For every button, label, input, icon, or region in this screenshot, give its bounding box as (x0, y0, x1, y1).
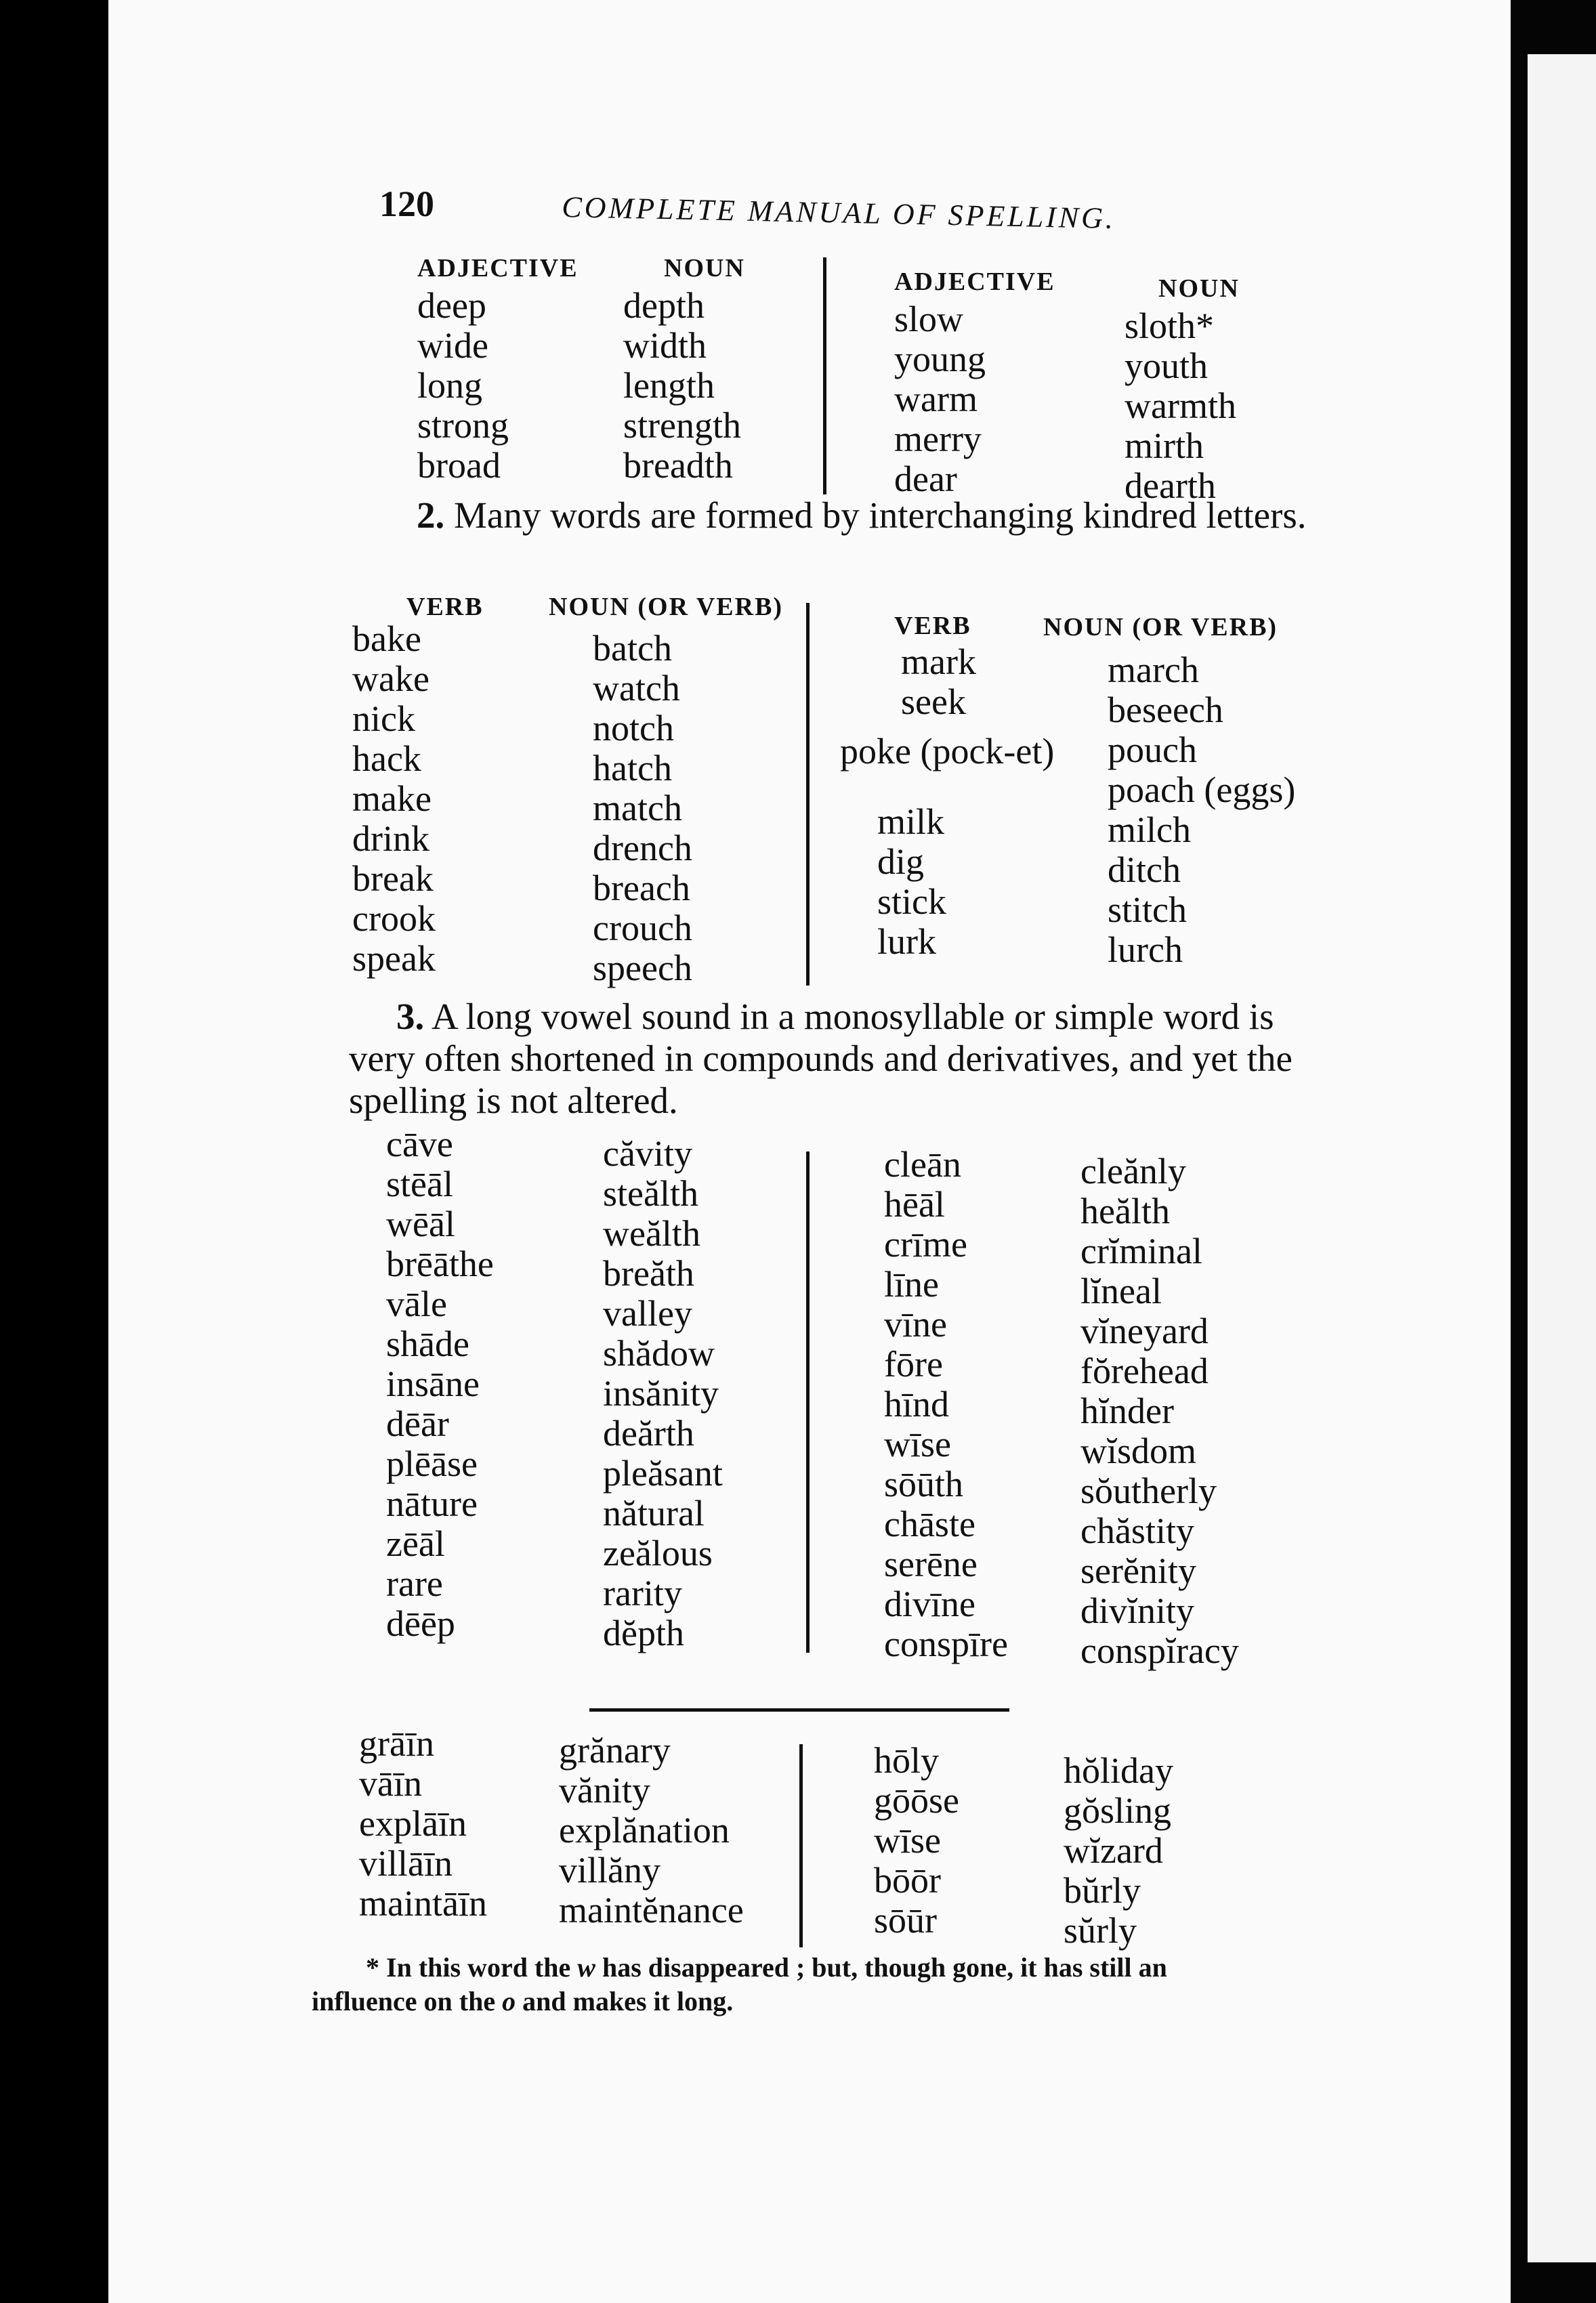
table-vowel-shortening (379, 1124, 1328, 1680)
footnote-text: * In this word the (366, 1952, 578, 1983)
noun-column (1043, 610, 1278, 645)
word: explănation (559, 1810, 730, 1851)
word: dear (894, 459, 957, 499)
noun-column (549, 589, 783, 625)
footnote-text: and makes it long. (516, 1986, 734, 2016)
word: rarity (603, 1573, 682, 1613)
word: warm (894, 379, 978, 419)
word: līne (884, 1264, 939, 1305)
word: lurk (877, 921, 936, 962)
word: sōūr (874, 1900, 937, 1941)
word: grāīn (359, 1723, 434, 1764)
word: divĭnity (1080, 1590, 1195, 1631)
word: merry (894, 419, 982, 459)
word: rare (386, 1563, 443, 1604)
word: villāīn (359, 1843, 453, 1884)
word: chāste (884, 1504, 975, 1544)
word: vănity (559, 1770, 650, 1811)
word: conspĭracy (1080, 1630, 1239, 1671)
word: youth (1125, 345, 1209, 386)
word: gōōse (874, 1780, 959, 1821)
column-header: NOUN (1158, 274, 1240, 303)
word: break (352, 858, 434, 899)
word: brēāthe (386, 1244, 494, 1284)
long-vowel-column (359, 1724, 487, 1924)
column-divider (799, 1744, 803, 1947)
word: nătural (603, 1493, 705, 1534)
column-divider (823, 257, 826, 494)
word: wĭsdom (1080, 1431, 1197, 1471)
word: long (417, 365, 483, 406)
word: mark (901, 641, 976, 682)
word: weălth (603, 1213, 700, 1254)
verb-column (352, 619, 436, 979)
footnote-text: has disappeared ; but, though gone, it has still an influence on the (312, 1952, 1167, 2016)
word: march (1108, 650, 1199, 690)
word: ditch (1108, 849, 1181, 890)
adjective-column (894, 264, 1055, 499)
word: lurch (1108, 929, 1183, 970)
word: lĭneal (1080, 1271, 1162, 1311)
word: wĭzard (1064, 1830, 1163, 1871)
word: zēāl (386, 1523, 445, 1564)
word: villăny (559, 1850, 660, 1890)
word: wēāl (386, 1204, 455, 1244)
word: pouch (1108, 730, 1197, 770)
word: milk (877, 801, 945, 842)
page-number: 120 (379, 184, 434, 224)
word: stick (877, 881, 946, 922)
word: shāde (386, 1324, 469, 1364)
word: bŭrly (1064, 1870, 1141, 1911)
word: hatch (593, 748, 672, 788)
word: zeălous (603, 1533, 713, 1573)
word: sloth* (1125, 305, 1215, 346)
word: hīnd (884, 1384, 950, 1424)
page-header (379, 183, 1152, 244)
word: deărth (603, 1413, 694, 1454)
column-divider (806, 603, 810, 986)
word: divīne (884, 1584, 975, 1624)
word: strong (417, 405, 509, 446)
word: hĭnder (1080, 1391, 1174, 1431)
word: dearth (1125, 465, 1216, 506)
word: serĕnity (1080, 1550, 1196, 1591)
word: hēāl (884, 1184, 945, 1225)
word: watch (593, 668, 680, 709)
footnote-letter: o (502, 1986, 516, 2016)
column-header: ADJECTIVE (417, 254, 579, 282)
table-verb-noun (352, 589, 1314, 996)
word: match (593, 788, 682, 828)
word: hŏliday (1064, 1750, 1173, 1791)
word: wide (417, 325, 488, 366)
column-header: NOUN (664, 254, 745, 282)
word: beseech (1108, 690, 1223, 730)
word: stitch (1108, 889, 1187, 930)
word: length (623, 365, 715, 406)
word: insănity (603, 1373, 719, 1414)
word: valley (603, 1293, 692, 1334)
running-title: COMPLETE MANUAL OF SPELLING. (561, 190, 1116, 236)
long-vowel-column (874, 1741, 959, 1941)
word: seek (901, 681, 966, 722)
word: young (894, 339, 986, 379)
paragraph-number: 2. (417, 494, 445, 536)
word: maintāīn (359, 1883, 487, 1924)
word: stēāl (386, 1164, 453, 1204)
column-header: NOUN (OR VERB) (1043, 613, 1278, 641)
word: drink (352, 818, 429, 859)
word: gŏsling (1064, 1790, 1172, 1831)
word: breadth (623, 445, 733, 486)
word: wīse (884, 1424, 951, 1464)
section-rule (589, 1708, 1009, 1712)
column-header: VERB (406, 593, 484, 621)
word: speech (593, 948, 692, 988)
footnote (312, 1951, 1260, 2019)
word: wīse (874, 1820, 941, 1861)
word: fŏrehead (1080, 1351, 1209, 1391)
word: hōly (874, 1740, 940, 1781)
word: dēār (386, 1403, 449, 1444)
word: breach (593, 868, 690, 908)
word: deep (417, 285, 486, 326)
table-adjective-noun (413, 251, 1294, 508)
paragraph-text: Many words are formed by interchanging kindred letters. (454, 494, 1307, 536)
word: dĕpth (603, 1613, 684, 1653)
word: sŏutherly (1080, 1471, 1217, 1511)
word: fōre (884, 1344, 943, 1385)
word: conspīre (884, 1624, 1008, 1664)
column-divider (806, 1152, 810, 1653)
word: batch (593, 628, 672, 669)
short-vowel-column (603, 1134, 723, 1653)
adjective-column (417, 251, 579, 486)
footnote-letter: w (577, 1952, 595, 1983)
word: nick (352, 698, 415, 739)
word: speak (352, 938, 436, 979)
long-vowel-column (884, 1145, 1008, 1664)
word: maintĕnance (559, 1890, 744, 1930)
word: crīme (884, 1224, 967, 1265)
table-vowel-shortening-2 (359, 1724, 1307, 1954)
word: steălth (603, 1173, 698, 1214)
word: breăth (603, 1253, 694, 1294)
word: milch (1108, 809, 1191, 850)
paragraph-number: 3. (396, 996, 425, 1037)
paragraph-3 (349, 996, 1297, 1122)
word: grănary (559, 1730, 671, 1771)
word: căvity (603, 1133, 692, 1174)
word: crouch (593, 908, 692, 948)
word: make (352, 778, 432, 819)
noun-column (623, 251, 745, 486)
word: sŭrly (1064, 1910, 1137, 1951)
word: shădow (603, 1333, 715, 1374)
next-page-edge (1528, 54, 1596, 2262)
column-header: NOUN (OR VERB) (549, 593, 784, 621)
word: width (623, 325, 707, 366)
column-header: ADJECTIVE (894, 268, 1055, 296)
word: vāle (386, 1284, 447, 1324)
word: insāne (386, 1364, 480, 1404)
word: vĭneyard (1080, 1311, 1209, 1351)
word: cāve (386, 1124, 453, 1164)
word: nāture (386, 1483, 478, 1524)
word: bōōr (874, 1860, 941, 1901)
word: mirth (1125, 425, 1204, 466)
long-vowel-column (386, 1124, 494, 1644)
word: dig (877, 841, 925, 882)
noun-column (593, 629, 692, 988)
word: bake (352, 618, 421, 659)
short-vowel-column (1080, 1152, 1239, 1671)
column-header: VERB (894, 612, 971, 640)
word: pleăsant (603, 1453, 723, 1494)
word: broad (417, 445, 501, 486)
noun-column (1125, 271, 1240, 506)
word: chăstity (1080, 1510, 1194, 1551)
word: strength (623, 405, 741, 446)
word: plēāse (386, 1443, 478, 1484)
short-vowel-column (1064, 1751, 1173, 1951)
word: heălth (1080, 1191, 1170, 1231)
word: hack (352, 738, 421, 779)
noun-column (1108, 650, 1295, 970)
word: poach (eggs) (1108, 769, 1296, 810)
word: notch (593, 708, 674, 748)
word: vāīn (359, 1763, 422, 1804)
word: warmth (1125, 385, 1236, 426)
word: vīne (884, 1304, 947, 1345)
word: poke (pock-et) (840, 731, 1055, 772)
short-vowel-column (559, 1731, 744, 1930)
paragraph-text: A long vowel sound in a monosyllable or simple word is very often shortened in compounds and derivatives, and yet the spelling is not altered. (349, 996, 1293, 1121)
word: slow (894, 299, 964, 339)
word: depth (623, 285, 705, 326)
word: crĭminal (1080, 1231, 1202, 1271)
paragraph-2 (369, 494, 1318, 536)
word: cleănly (1080, 1151, 1186, 1191)
word: dēēp (386, 1603, 455, 1644)
word: serēne (884, 1544, 978, 1584)
word: explāīn (359, 1803, 467, 1844)
word: wake (352, 658, 429, 699)
word: drench (593, 828, 692, 868)
verb-column (840, 642, 1054, 962)
word: crook (352, 898, 436, 939)
word: sōūth (884, 1464, 964, 1504)
word: cleān (884, 1144, 961, 1185)
verb-column (894, 608, 971, 643)
